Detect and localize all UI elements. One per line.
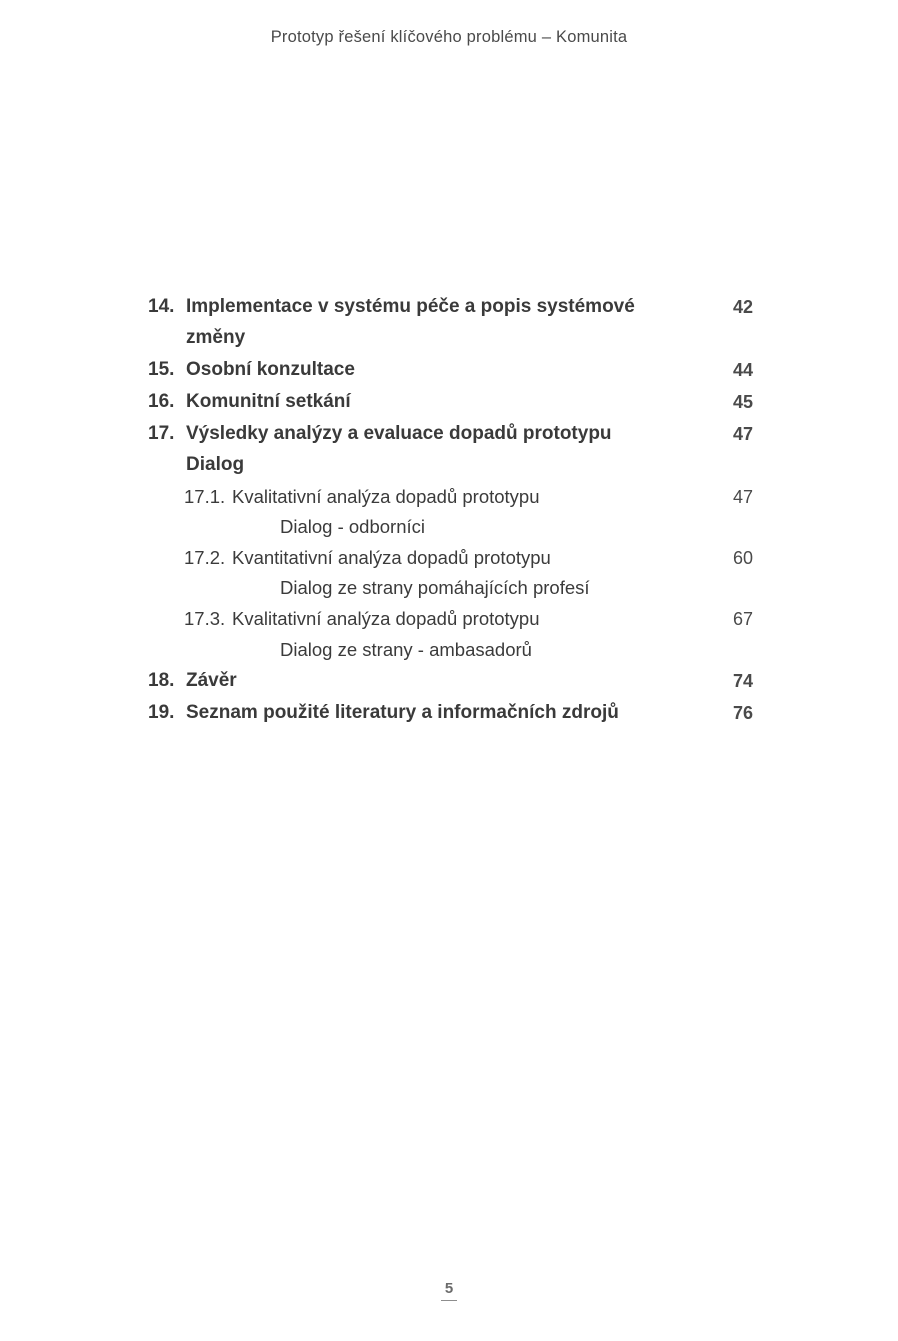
toc-entry-number: 15. <box>148 358 175 380</box>
toc-entry-page: 60 <box>732 548 753 569</box>
toc-entry-title-line: Závěr <box>186 669 237 691</box>
toc-entry-number: 17.1. <box>184 485 226 507</box>
running-head: Prototyp řešení klíčového problému – Komunita <box>270 28 628 46</box>
toc-entry-title <box>232 604 540 664</box>
toc-entry-title <box>232 543 590 603</box>
toc-entry[interactable] <box>148 292 753 354</box>
toc-entry-number: 17. <box>148 422 175 444</box>
toc-entry-text <box>184 482 540 542</box>
toc-entry-title-line: Dialog ze strany pomáhajících profesí <box>280 577 590 599</box>
toc-entry-number: 16. <box>148 390 175 412</box>
toc-entry-text <box>148 355 355 386</box>
toc-entry-title-line: Kvalitativní analýza dopadů prototypu <box>232 485 540 507</box>
toc-entry[interactable] <box>148 419 753 481</box>
toc-entry[interactable] <box>148 482 753 542</box>
toc-entry-text <box>184 604 540 664</box>
toc-entry-title-line: Dialog ze strany - ambasadorů <box>280 638 532 660</box>
toc-entry-page: 47 <box>732 423 753 444</box>
page-footer <box>0 1280 898 1301</box>
toc-entry-title-line: Osobní konzultace <box>186 358 355 380</box>
toc-entry-title-line: Kvantitativní analýza dopadů prototypu <box>232 547 551 569</box>
toc-entry[interactable] <box>148 698 753 729</box>
toc-entry-title <box>186 355 355 386</box>
toc-entry-title <box>186 292 635 354</box>
toc-entry-title-line: Dialog - odborníci <box>280 515 425 537</box>
toc-entry[interactable] <box>148 543 753 603</box>
toc-entry-text <box>148 387 351 418</box>
toc-entry-page: 74 <box>732 670 753 691</box>
toc-entry-title-line: Výsledky analýzy a evaluace dopadů prototypu <box>186 422 612 444</box>
toc-entry-page: 67 <box>732 609 753 630</box>
toc-entry-text <box>184 543 590 603</box>
toc-entry[interactable] <box>148 666 753 697</box>
toc-entry-text <box>148 419 612 481</box>
toc-entry-number: 19. <box>148 701 175 723</box>
toc-entry-title-line: Kvalitativní analýza dopadů prototypu <box>232 608 540 630</box>
table-of-contents <box>148 292 753 730</box>
toc-entry-number: 17.2. <box>184 547 226 569</box>
toc-entry-title-line: Seznam použité literatury a informačních zdrojů <box>186 701 619 723</box>
toc-entry-number: 18. <box>148 669 175 691</box>
toc-entry-title-line: Komunitní setkání <box>186 390 351 412</box>
toc-entry[interactable] <box>148 355 753 386</box>
toc-entry-page: 76 <box>732 702 753 723</box>
toc-entry[interactable] <box>148 387 753 418</box>
toc-entry-number: 17.3. <box>184 608 226 630</box>
toc-entry-title-line: změny <box>186 326 246 348</box>
toc-entry-text <box>148 292 635 354</box>
toc-entry-page: 47 <box>732 486 753 507</box>
page-number: 5 <box>441 1280 457 1301</box>
toc-entry-title <box>232 482 540 542</box>
toc-entry-page: 42 <box>732 297 753 317</box>
toc-entry-text <box>148 698 619 729</box>
toc-entry-title <box>186 698 619 729</box>
toc-entry-title <box>186 666 237 697</box>
toc-entry-page: 44 <box>732 359 753 380</box>
toc-entry-page: 45 <box>732 391 753 412</box>
toc-entry-title-line: Dialog <box>186 453 245 475</box>
toc-entry-title <box>186 387 351 418</box>
toc-entry-title-line: Implementace v systému péče a popis systémové <box>186 296 635 317</box>
toc-entry-title <box>186 419 612 481</box>
toc-entry[interactable] <box>148 604 753 664</box>
toc-entry-text <box>148 666 237 697</box>
toc-entry-number: 14. <box>148 296 175 317</box>
